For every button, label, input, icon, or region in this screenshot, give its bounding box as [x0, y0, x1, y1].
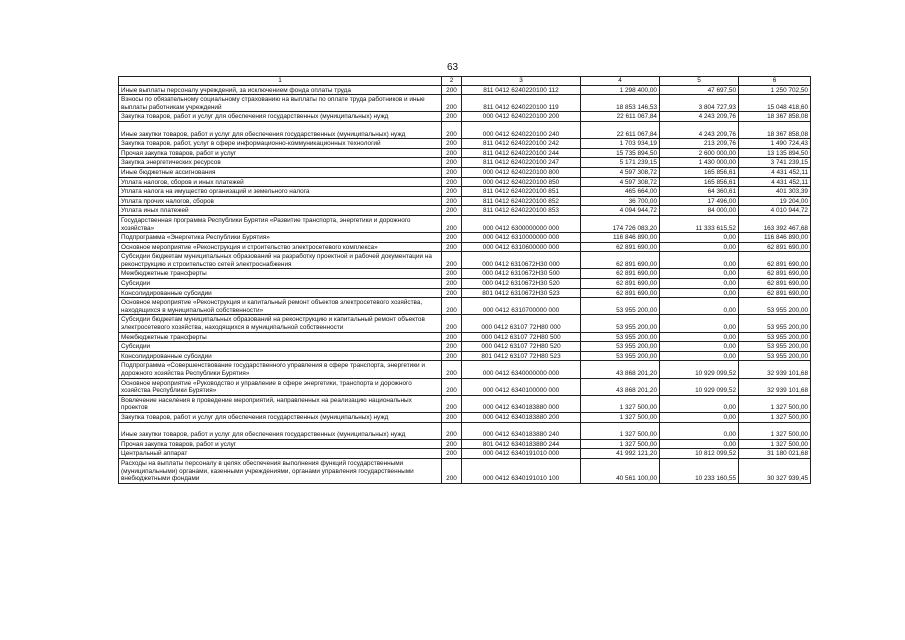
classification-code-cell: 000 0412 6340000000 000	[462, 361, 581, 378]
executed-amount-cell: 10 812 099,52	[660, 449, 739, 459]
table-row	[119, 121, 811, 138]
executed-amount-cell: 17 496,00	[660, 196, 739, 206]
column-header: 3	[462, 77, 581, 86]
table-row	[119, 233, 811, 243]
table-row	[119, 139, 811, 149]
table-row	[119, 298, 811, 315]
budget-code-cell: 200	[442, 177, 462, 187]
item-name-cell: Закупка товаров, работ, услуг в сфере информационно-коммуникационных технологий	[119, 139, 442, 149]
remaining-amount-cell: 116 846 890,00	[739, 233, 811, 243]
remaining-amount-cell: 163 392 467,68	[739, 215, 811, 232]
item-name-cell: Субсидии бюджетам муниципальных образований на разработку проектной и рабочей документации на реконструкцию и строительство сетей электроснабжения	[119, 252, 442, 269]
remaining-amount-cell: 1 327 500,00	[739, 395, 811, 412]
item-name-cell: Иные закупки товаров, работ и услуг для обеспечения государственных (муниципальных) нужд	[119, 121, 442, 138]
item-name-cell: Уплата иных платежей	[119, 206, 442, 216]
table-row	[119, 378, 811, 395]
item-name-cell: Закупка энергетических ресурсов	[119, 158, 442, 168]
executed-amount-cell: 0,00	[660, 252, 739, 269]
classification-code-cell: 811 0412 6240220100 852	[462, 196, 581, 206]
executed-amount-cell: 0,00	[660, 332, 739, 342]
remaining-amount-cell: 1 327 500,00	[739, 422, 811, 439]
table-row	[119, 439, 811, 449]
table-row	[119, 269, 811, 279]
classification-code-cell: 811 0412 6240220100 119	[462, 95, 581, 112]
item-name-cell: Консолидированные субсидии	[119, 351, 442, 361]
executed-amount-cell: 10 929 099,52	[660, 361, 739, 378]
budget-code-cell: 200	[442, 242, 462, 252]
table-row	[119, 422, 811, 439]
classification-code-cell: 811 0412 6240220100 853	[462, 206, 581, 216]
executed-amount-cell: 0,00	[660, 351, 739, 361]
classification-code-cell: 000 0412 6310600000 000	[462, 242, 581, 252]
budget-code-cell: 200	[442, 351, 462, 361]
budget-code-cell: 200	[442, 342, 462, 352]
table-row	[119, 288, 811, 298]
approved-amount-cell: 1 327 500,00	[581, 395, 660, 412]
column-header: 1	[119, 77, 442, 86]
item-name-cell: Межбюджетные трансферты	[119, 269, 442, 279]
approved-amount-cell: 174 726 083,20	[581, 215, 660, 232]
classification-code-cell: 801 0412 6340183880 244	[462, 439, 581, 449]
item-name-cell: Основное мероприятие «Реконструкция и строительство электросетевого комплекса»	[119, 242, 442, 252]
budget-code-cell: 200	[442, 206, 462, 216]
budget-code-cell: 200	[442, 196, 462, 206]
remaining-amount-cell: 53 955 200,00	[739, 315, 811, 332]
executed-amount-cell: 11 333 615,52	[660, 215, 739, 232]
item-name-cell: Закупка товаров, работ и услуг для обеспечения государственных (муниципальных) нужд	[119, 112, 442, 122]
remaining-amount-cell: 13 135 894,50	[739, 148, 811, 158]
budget-code-cell: 200	[442, 167, 462, 177]
remaining-amount-cell: 401 303,39	[739, 187, 811, 197]
remaining-amount-cell: 15 048 418,60	[739, 95, 811, 112]
budget-code-cell: 200	[442, 85, 462, 95]
executed-amount-cell: 0,00	[660, 288, 739, 298]
budget-code-cell: 200	[442, 233, 462, 243]
budget-code-cell: 200	[442, 252, 462, 269]
approved-amount-cell: 465 664,00	[581, 187, 660, 197]
item-name-cell: Иные бюджетные ассигнования	[119, 167, 442, 177]
approved-amount-cell: 1 327 500,00	[581, 422, 660, 439]
executed-amount-cell: 0,00	[660, 315, 739, 332]
approved-amount-cell: 1 298 400,00	[581, 85, 660, 95]
table-header-row	[119, 77, 811, 86]
remaining-amount-cell: 18 367 858,08	[739, 121, 811, 138]
remaining-amount-cell: 1 250 702,50	[739, 85, 811, 95]
approved-amount-cell: 62 891 690,00	[581, 252, 660, 269]
approved-amount-cell: 53 955 200,00	[581, 315, 660, 332]
executed-amount-cell: 0,00	[660, 395, 739, 412]
classification-code-cell: 000 0412 63107 72H80 520	[462, 342, 581, 352]
budget-code-cell: 200	[442, 112, 462, 122]
classification-code-cell: 000 0412 6340100000 000	[462, 378, 581, 395]
table-row	[119, 361, 811, 378]
remaining-amount-cell: 62 891 690,00	[739, 269, 811, 279]
item-name-cell: Закупка товаров, работ и услуг для обеспечения государственных (муниципальных) нужд	[119, 412, 442, 422]
executed-amount-cell: 1 430 000,00	[660, 158, 739, 168]
classification-code-cell: 000 0412 6240220100 200	[462, 112, 581, 122]
classification-code-cell: 000 0412 6300000000 000	[462, 215, 581, 232]
classification-code-cell: 811 0412 6240220100 851	[462, 187, 581, 197]
budget-code-cell: 200	[442, 395, 462, 412]
remaining-amount-cell: 32 939 101,68	[739, 361, 811, 378]
classification-code-cell: 000 0412 6310000000 000	[462, 233, 581, 243]
classification-code-cell: 000 0412 6310700000 000	[462, 298, 581, 315]
executed-amount-cell: 0,00	[660, 233, 739, 243]
budget-code-cell: 200	[442, 158, 462, 168]
remaining-amount-cell: 4 010 944,72	[739, 206, 811, 216]
budget-code-cell: 200	[442, 458, 462, 483]
approved-amount-cell: 4 597 308,72	[581, 177, 660, 187]
budget-code-cell: 200	[442, 148, 462, 158]
remaining-amount-cell: 4 431 452,11	[739, 167, 811, 177]
item-name-cell: Взносы по обязательному социальному страхованию на выплаты по оплате труда работников и иные выплаты работникам учреждений	[119, 95, 442, 112]
classification-code-cell: 801 0412 6310672H30 523	[462, 288, 581, 298]
executed-amount-cell: 0,00	[660, 412, 739, 422]
approved-amount-cell: 1 327 500,00	[581, 439, 660, 449]
table-row	[119, 449, 811, 459]
approved-amount-cell: 36 700,00	[581, 196, 660, 206]
approved-amount-cell: 4 094 944,72	[581, 206, 660, 216]
approved-amount-cell: 41 992 121,20	[581, 449, 660, 459]
executed-amount-cell: 2 600 000,00	[660, 148, 739, 158]
classification-code-cell: 000 0412 6340183880 200	[462, 412, 581, 422]
item-name-cell: Субсидии бюджетам муниципальных образований на реконструкцию и капитальный ремонт объектов электросетевого хозяйства, находящихся в муниципальной собственности	[119, 315, 442, 332]
classification-code-cell: 000 0412 6310672H30 500	[462, 269, 581, 279]
classification-code-cell: 811 0412 6240220100 244	[462, 148, 581, 158]
approved-amount-cell: 62 891 690,00	[581, 242, 660, 252]
classification-code-cell: 000 0412 6340191010 100	[462, 458, 581, 483]
table-row	[119, 242, 811, 252]
table-row	[119, 412, 811, 422]
remaining-amount-cell: 32 939 101,68	[739, 378, 811, 395]
executed-amount-cell: 0,00	[660, 279, 739, 289]
column-header: 4	[581, 77, 660, 86]
item-name-cell: Прочая закупка товаров, работ и услуг	[119, 439, 442, 449]
budget-code-cell: 200	[442, 422, 462, 439]
approved-amount-cell: 116 846 890,00	[581, 233, 660, 243]
table-row	[119, 342, 811, 352]
budget-code-cell: 200	[442, 332, 462, 342]
table-row	[119, 196, 811, 206]
table-row	[119, 206, 811, 216]
remaining-amount-cell: 53 955 200,00	[739, 351, 811, 361]
column-header: 6	[739, 77, 811, 86]
executed-amount-cell: 47 697,50	[660, 85, 739, 95]
executed-amount-cell: 0,00	[660, 269, 739, 279]
executed-amount-cell: 0,00	[660, 242, 739, 252]
executed-amount-cell: 4 243 209,76	[660, 121, 739, 138]
budget-code-cell: 200	[442, 449, 462, 459]
approved-amount-cell: 43 868 201,20	[581, 378, 660, 395]
executed-amount-cell: 3 804 727,93	[660, 95, 739, 112]
budget-code-cell: 200	[442, 269, 462, 279]
approved-amount-cell: 53 955 200,00	[581, 298, 660, 315]
item-name-cell: Уплата прочих налогов, сборов	[119, 196, 442, 206]
item-name-cell: Прочая закупка товаров, работ и услуг	[119, 148, 442, 158]
budget-code-cell: 200	[442, 361, 462, 378]
column-header: 5	[660, 77, 739, 86]
budget-code-cell: 200	[442, 95, 462, 112]
table-row	[119, 148, 811, 158]
executed-amount-cell: 165 856,61	[660, 167, 739, 177]
classification-code-cell: 000 0412 63107 72H80 500	[462, 332, 581, 342]
approved-amount-cell: 22 611 067,84	[581, 112, 660, 122]
approved-amount-cell: 4 597 308,72	[581, 167, 660, 177]
item-name-cell: Уплата налога на имущество организаций и земельного налога	[119, 187, 442, 197]
remaining-amount-cell: 4 431 452,11	[739, 177, 811, 187]
table-row	[119, 177, 811, 187]
remaining-amount-cell: 18 367 858,08	[739, 112, 811, 122]
item-name-cell: Субсидии	[119, 342, 442, 352]
classification-code-cell: 000 0412 6240220100 800	[462, 167, 581, 177]
approved-amount-cell: 43 868 201,20	[581, 361, 660, 378]
item-name-cell: Основное мероприятие «Реконструкция и капитальный ремонт объектов электросетевого хозяйства, находящихся в муниципальной собственности»	[119, 298, 442, 315]
executed-amount-cell: 84 000,00	[660, 206, 739, 216]
column-header: 2	[442, 77, 462, 86]
executed-amount-cell: 0,00	[660, 422, 739, 439]
table-row	[119, 85, 811, 95]
classification-code-cell: 000 0412 6340183880 240	[462, 422, 581, 439]
table-row	[119, 158, 811, 168]
item-name-cell: Иные выплаты персоналу учреждений, за исключением фонда оплаты труда	[119, 85, 442, 95]
item-name-cell: Подпрограмма «Энергетика Республики Бурятия»	[119, 233, 442, 243]
classification-code-cell: 000 0412 6310672H30 000	[462, 252, 581, 269]
remaining-amount-cell: 62 891 690,00	[739, 252, 811, 269]
executed-amount-cell: 10 233 160,55	[660, 458, 739, 483]
executed-amount-cell: 0,00	[660, 439, 739, 449]
remaining-amount-cell: 53 955 200,00	[739, 298, 811, 315]
remaining-amount-cell: 1 327 500,00	[739, 439, 811, 449]
classification-code-cell: 000 0412 63107 72H80 000	[462, 315, 581, 332]
budget-code-cell: 200	[442, 412, 462, 422]
approved-amount-cell: 40 561 100,00	[581, 458, 660, 483]
budget-table	[118, 76, 811, 484]
item-name-cell: Расходы на выплаты персоналу в целях обеспечения выполнения функций государственными (муниципальными) органами, казенными учреждениями, органами управления государственными внебюджетными фондами	[119, 458, 442, 483]
executed-amount-cell: 213 209,76	[660, 139, 739, 149]
approved-amount-cell: 5 171 239,15	[581, 158, 660, 168]
budget-code-cell: 200	[442, 215, 462, 232]
approved-amount-cell: 53 955 200,00	[581, 342, 660, 352]
item-name-cell: Основное мероприятие «Руководство и управление в сфере энергетики, транспорта и дорожного хозяйства Республики Бурятия»	[119, 378, 442, 395]
approved-amount-cell: 22 611 067,84	[581, 121, 660, 138]
item-name-cell: Консолидированные субсидии	[119, 288, 442, 298]
remaining-amount-cell: 1 490 724,43	[739, 139, 811, 149]
classification-code-cell: 801 0412 63107 72H80 523	[462, 351, 581, 361]
budget-code-cell: 200	[442, 288, 462, 298]
remaining-amount-cell: 62 891 690,00	[739, 288, 811, 298]
classification-code-cell: 811 0412 6240220100 112	[462, 85, 581, 95]
executed-amount-cell: 165 856,61	[660, 177, 739, 187]
classification-code-cell: 811 0412 6240220100 247	[462, 158, 581, 168]
remaining-amount-cell: 19 204,00	[739, 196, 811, 206]
classification-code-cell: 000 0412 6340191010 000	[462, 449, 581, 459]
table-row	[119, 167, 811, 177]
budget-code-cell: 200	[442, 315, 462, 332]
classification-code-cell: 000 0412 6310672H30 520	[462, 279, 581, 289]
budget-code-cell: 200	[442, 139, 462, 149]
remaining-amount-cell: 62 891 690,00	[739, 242, 811, 252]
table-row	[119, 252, 811, 269]
item-name-cell: Межбюджетные трансферты	[119, 332, 442, 342]
executed-amount-cell: 64 360,61	[660, 187, 739, 197]
approved-amount-cell: 53 955 200,00	[581, 332, 660, 342]
classification-code-cell: 811 0412 6240220100 242	[462, 139, 581, 149]
executed-amount-cell: 0,00	[660, 342, 739, 352]
table-row	[119, 112, 811, 122]
budget-code-cell: 200	[442, 298, 462, 315]
remaining-amount-cell: 30 327 939,45	[739, 458, 811, 483]
remaining-amount-cell: 3 741 239,15	[739, 158, 811, 168]
table-row	[119, 395, 811, 412]
table-row	[119, 458, 811, 483]
remaining-amount-cell: 53 955 200,00	[739, 342, 811, 352]
approved-amount-cell: 18 853 146,53	[581, 95, 660, 112]
budget-code-cell: 200	[442, 279, 462, 289]
remaining-amount-cell: 53 955 200,00	[739, 332, 811, 342]
approved-amount-cell: 1 327 500,00	[581, 412, 660, 422]
executed-amount-cell: 4 243 209,76	[660, 112, 739, 122]
page-number: 63	[446, 62, 459, 73]
item-name-cell: Уплата налогов, сборов и иных платежей	[119, 177, 442, 187]
item-name-cell: Иные закупки товаров, работ и услуг для обеспечения государственных (муниципальных) нужд	[119, 422, 442, 439]
table-row	[119, 315, 811, 332]
approved-amount-cell: 53 955 200,00	[581, 351, 660, 361]
remaining-amount-cell: 62 891 690,00	[739, 279, 811, 289]
remaining-amount-cell: 1 327 500,00	[739, 412, 811, 422]
remaining-amount-cell: 31 180 021,68	[739, 449, 811, 459]
classification-code-cell: 000 0412 6240220100 850	[462, 177, 581, 187]
budget-code-cell: 200	[442, 187, 462, 197]
budget-code-cell: 200	[442, 439, 462, 449]
approved-amount-cell: 1 703 934,19	[581, 139, 660, 149]
approved-amount-cell: 62 891 690,00	[581, 279, 660, 289]
approved-amount-cell: 15 735 894,50	[581, 148, 660, 158]
table-row	[119, 351, 811, 361]
budget-code-cell: 200	[442, 121, 462, 138]
executed-amount-cell: 10 929 099,52	[660, 378, 739, 395]
table-row	[119, 215, 811, 232]
item-name-cell: Государственная программа Республики Бурятия «Развитие транспорта, энергетики и дорожного хозяйства»	[119, 215, 442, 232]
budget-code-cell: 200	[442, 378, 462, 395]
executed-amount-cell: 0,00	[660, 298, 739, 315]
classification-code-cell: 000 0412 6340183880 000	[462, 395, 581, 412]
table-row	[119, 95, 811, 112]
item-name-cell: Центральный аппарат	[119, 449, 442, 459]
classification-code-cell: 000 0412 6240220100 240	[462, 121, 581, 138]
approved-amount-cell: 62 891 690,00	[581, 288, 660, 298]
table-row	[119, 332, 811, 342]
item-name-cell: Подпрограмма «Совершенствование государственного управления в сфере транспорта, энергетики и дорожного хозяйства Республики Бурятия»	[119, 361, 442, 378]
item-name-cell: Вовлечение населения в проведение мероприятий, направленных на реализацию национальных проектов	[119, 395, 442, 412]
approved-amount-cell: 62 891 690,00	[581, 269, 660, 279]
table-row	[119, 187, 811, 197]
item-name-cell: Субсидии	[119, 279, 442, 289]
table-row	[119, 279, 811, 289]
